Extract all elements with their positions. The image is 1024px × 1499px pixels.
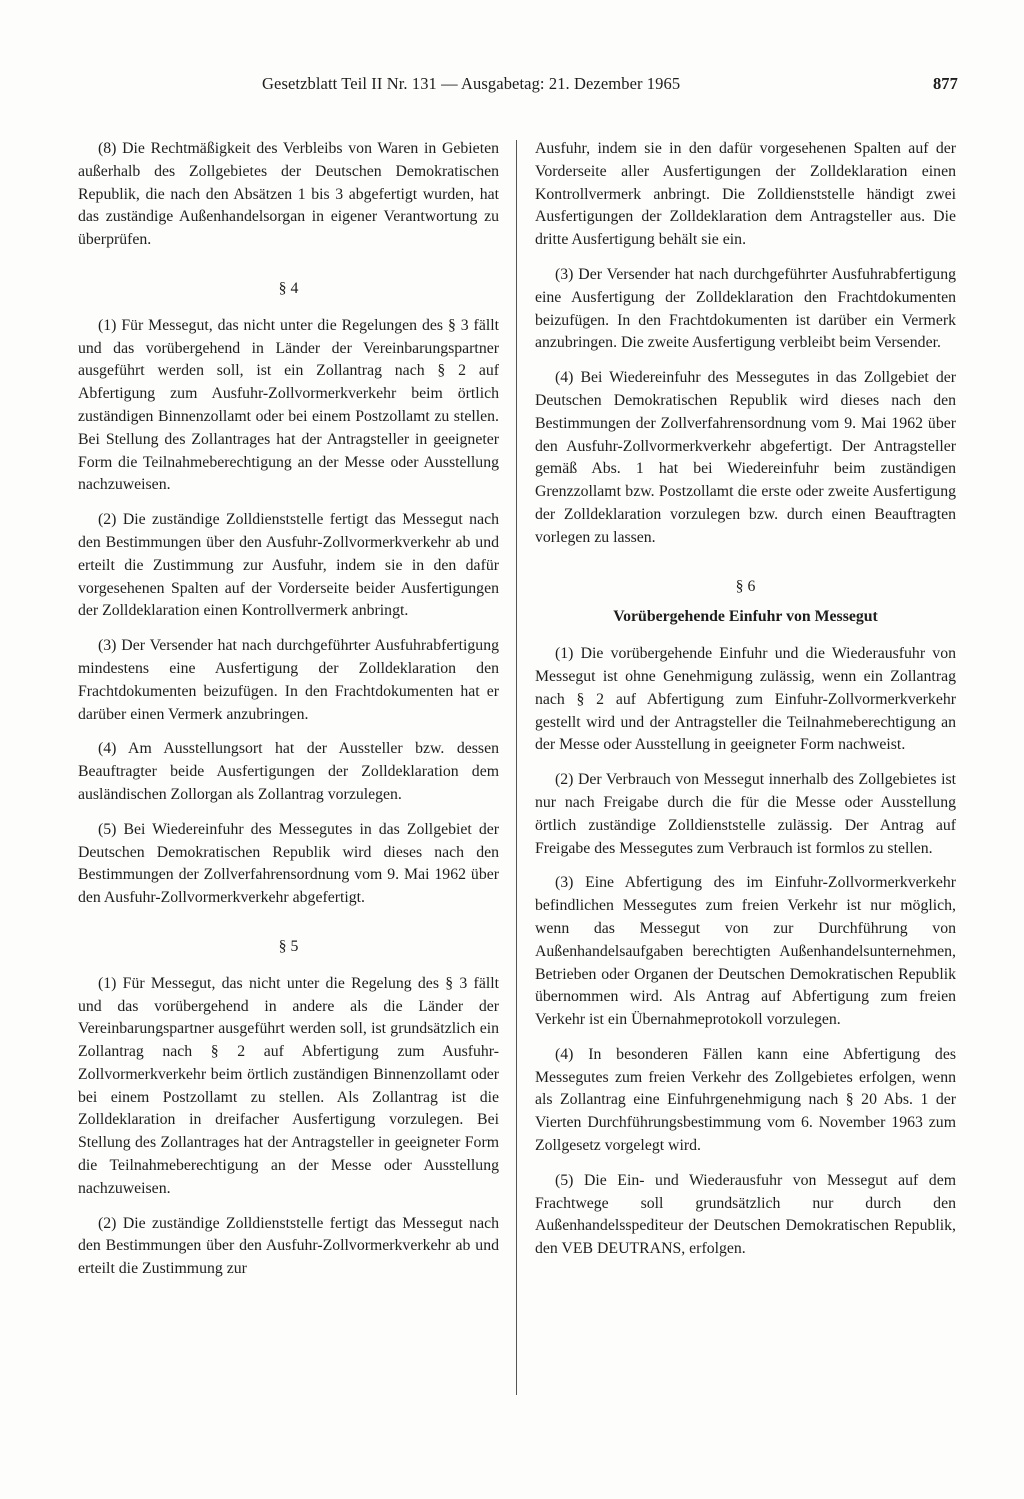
paragraph: (8) Die Rechtmäßigkeit des Verbleibs von Waren in Gebieten außerhalb des Zollgebietes der Deutschen Demokratischen Republik, die nach den Absätzen 1 bis 3 abgefertigt wurden, hat das zuständige Außenhandelsorgan in eigener Verantwortung zu überprüfen. [78, 140, 499, 249]
paragraph: (3) Eine Abfertigung des im Einfuhr-Zollvormerkverkehr befindlichen Messegutes zum freien Verkehr ist nur möglich, wenn das Messegut von zur Durchführung von Außenhandelsaufgaben berechtigten Außenhandelsunternehmen, Betrieben oder Organen der Deutschen Demokratischen Republik übernommen wird. Als Antrag auf Abfertigung zum freien Verkehr ist ein Übernahmeprotokoll vorzulegen. [535, 874, 956, 1029]
paragraph: (2) Die zuständige Zolldienststelle fertigt das Messegut nach den Bestimmungen über den Ausfuhr-Zollvormerkverkehr ab und erteilt die Zustimmung zur [78, 1214, 499, 1278]
left-column [78, 138, 499, 1293]
paragraph: (4) Bei Wiedereinfuhr des Messegutes in das Zollgebiet der Deutschen Demokratischen Republik wird dieses nach den Bestimmungen der Zollverfahrensordnung vom 9. Mai 1962 über den Ausfuhr-Zollvormerkverkehr abgefertigt. Der Antragsteller gemäß Abs. 1 hat bei Wiedereinfuhr beim zuständigen Grenzzollamt bzw. Postzollamt die erste oder zweite Ausfertigung der Zolldeklaration vorzulegen bzw. durch einen Beauftragten vorlegen zu lassen. [535, 369, 956, 546]
page-number: 877 [932, 74, 958, 93]
section-heading: § 6 [735, 577, 756, 595]
paragraph: (4) Am Ausstellungsort hat der Aussteller bzw. dessen Beauftragter beide Ausfertigungen der Zolldeklaration dem ausländischen Zollorgan als Zollantrag vorzulegen. [78, 740, 499, 803]
section-title: Vorübergehende Einfuhr von Messegut [613, 608, 878, 626]
paragraph: (4) In besonderen Fällen kann eine Abfertigung des Messegutes zum freien Verkehr des Zollgebietes erfolgen, wenn als Zollantrag eine Einfuhrgenehmigung nach § 20 Abs. 1 der Vierten Durchführungsbestimmung vom 6. November 1963 zum Zollgesetz vorgelegt wird. [535, 1045, 956, 1155]
column-divider [516, 140, 517, 1395]
header-title: Gesetzblatt Teil II Nr. 131 — Ausgabetag: 21. Dezember 1965 [262, 74, 681, 93]
section-heading: § 5 [278, 937, 299, 955]
paragraph: (2) Die zuständige Zolldienststelle fertigt das Messegut nach den Bestimmungen über den Ausfuhr-Zollvormerkverkehr ab und erteilt die Zustimmung zur Ausfuhr, indem sie in den dafür vorgesehenen Spalten auf der Vorderseite beider Ausfertigungen der Zolldeklaration einen Kontrollvermerk anbringt. [78, 511, 499, 620]
paragraph: (1) Für Messegut, das nicht unter die Regelungen des § 3 fällt und das vorübergehend in Länder der Vereinbarungspartner ausgeführt werden soll, ist ein Zollantrag nach § 2 auf Abfertigung zum Ausfuhr-Zollvormerkverkehr beim örtlich zuständigen Binnenzollamt oder bei einem Postzollamt zu stellen. Bei Stellung des Zollantrages hat der Antragsteller in geeigneter Form die Teilnahmeberechtigung an der Messe oder Ausstellung nachzuweisen. [78, 316, 499, 494]
right-column [535, 138, 956, 1273]
paragraph: (3) Der Versender hat nach durchgeführter Ausfuhrabfertigung mindestens eine Ausfertigung der Zolldeklaration den Frachtdokumenten beizufügen. In den Frachtdokumenten hat er darüber einen Vermerk anzubringen. [78, 637, 499, 723]
paragraph: (1) Die vorübergehende Einfuhr und die Wiederausfuhr von Messegut ist ohne Genehmigung zulässig, wenn ein Zollantrag nach § 2 auf Abfertigung zum Einfuhr-Zollvormerkverkehr gestellt wird und der Antragsteller die Teilnahmeberechtigung an der Messe oder Ausstellung in geeigneter Form nachweist. [535, 645, 956, 754]
paragraph: (5) Bei Wiedereinfuhr des Messegutes in das Zollgebiet der Deutschen Demokratischen Republik wird dieses nach den Bestimmungen der Zollverfahrensordnung vom 9. Mai 1962 über den Ausfuhr-Zollvormerkverkehr abgefertigt. [78, 820, 499, 907]
paragraph: Ausfuhr, indem sie in den dafür vorgesehenen Spalten auf der Vorderseite aller Ausfertigungen der Zolldeklaration einen Kontrollvermerk anbringt. Die Zolldienststelle händigt zwei Ausfertigungen der Zolldeklaration dem Antragsteller aus. Die dritte Ausfertigung behält sie ein. [535, 140, 956, 249]
paragraph: (1) Für Messegut, das nicht unter die Regelung des § 3 fällt und das vorübergehend in andere als die Länder der Vereinbarungspartner ausgeführt werden soll, ist grundsätzlich ein Zollantrag nach § 2 auf Abfertigung zum Ausfuhr-Zollvormerkverkehr beim örtlich zuständigen Binnenzollamt oder bei einem Postzollamt zu stellen. Als Zollantrag ist die Zolldeklaration in dreifacher Ausfertigung vorzulegen. Bei Stellung des Zollantrages hat der Antragsteller in geeigneter Form die Teilnahmeberechtigung an der Messe oder Ausstellung nachzuweisen. [78, 974, 499, 1197]
paragraph: (2) Der Verbrauch von Messegut innerhalb des Zollgebietes ist nur nach Freigabe durch die für die Messe oder Ausstellung örtlich zuständige Zolldienststelle zulässig. Der Antrag auf Freigabe des Messegutes zum Verbrauch ist formlos zu stellen. [535, 771, 956, 857]
section-heading: § 4 [278, 279, 299, 297]
paragraph: (5) Die Ein- und Wiederausfuhr von Messegut auf dem Frachtwege soll grundsätzlich nur durch den Außenhandelsspediteur der Deutschen Demokratischen Republik, den VEB DEUTRANS, erfolgen. [535, 1171, 956, 1258]
paragraph: (3) Der Versender hat nach durchgeführter Ausfuhrabfertigung eine Ausfertigung der Zolldeklaration den Frachtdokumenten beizufügen. In den Frachtdokumenten ist darüber ein Vermerk anzubringen. Die zweite Ausfertigung verbleibt beim Versender. [535, 265, 956, 352]
